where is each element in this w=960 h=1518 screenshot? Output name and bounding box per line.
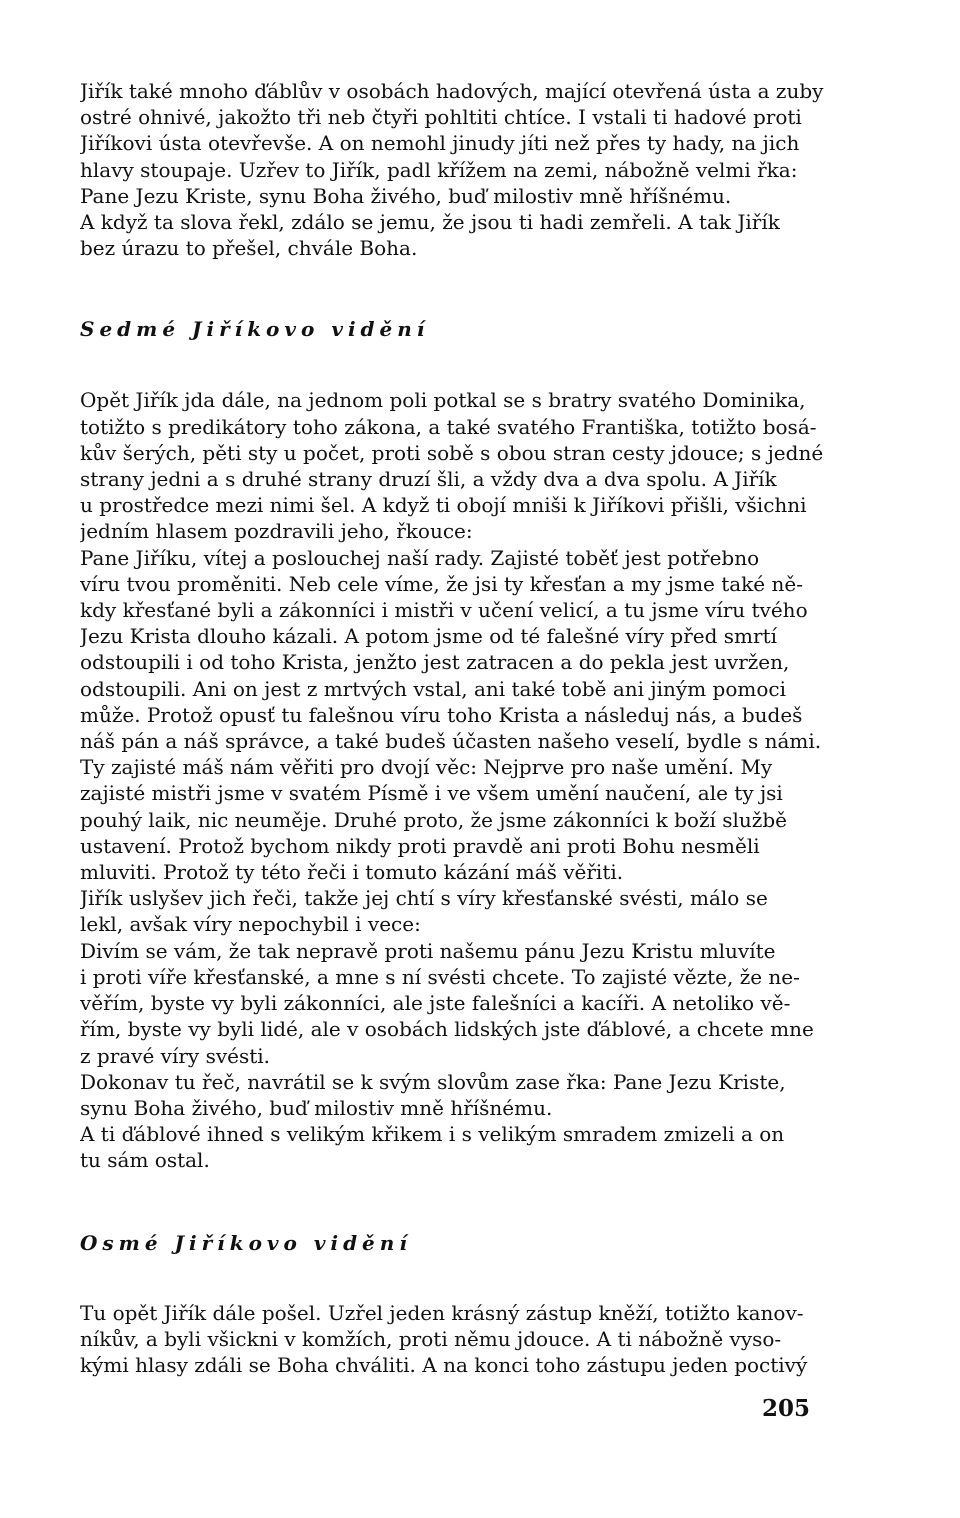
text-line: i proti víře křesťanské, a mne s ní svésti chcete. To zajisté vězte, že ne- xyxy=(80,964,800,989)
text-line: z pravé víry svésti. xyxy=(80,1043,271,1068)
text-line: Divím se vám, že tak nepravě proti našemu pánu Jezu Kristu mluvíte xyxy=(80,938,776,963)
text-line: A když ta slova řekl, zdálo se jemu, že jsou ti hadi zemřeli. A tak Jiřík xyxy=(80,210,780,235)
text-line: Ty zajisté máš nám věřiti pro dvojí věc: Nejprve pro naše umění. My xyxy=(80,755,773,780)
section-heading-eighth-vision: Osmé Jiříkovo vidění xyxy=(80,1230,412,1255)
text-line: Jiřík také mnoho ďáblův v osobách hadových, mající otevřená ústa a zuby xyxy=(80,79,824,103)
text-line: odstoupili. Ani on jest z mrtvých vstal, ani také tobě ani jiným pomoci xyxy=(80,676,786,701)
paragraph-seventh-vision xyxy=(80,387,880,1173)
text-line: tu sám ostal. xyxy=(80,1148,210,1173)
text-line: hlavy stoupaje. Uzřev to Jiřík, padl křížem na zemi, nábožně velmi řka: xyxy=(80,157,798,182)
text-line: Jiřík uslyšev jich řeči, takže jej chtí s víry křesťanské svésti, málo se xyxy=(80,886,768,911)
text-line: níkův, a byli všickni v komžích, proti němu jdouce. A ti nábožně vyso- xyxy=(80,1326,782,1351)
text-line: odstoupili i od toho Krista, jenžto jest zatracen a do pekla jest uvržen, xyxy=(80,650,790,675)
text-line: víru tvou proměniti. Neb cele víme, že jsi ty křesťan a my jsme také ně- xyxy=(80,571,803,596)
text-line: kdy křesťané byli a zákonníci i mistři v učení velicí, a tu jsme víru tvého xyxy=(80,598,808,623)
text-line: u prostředce mezi nimi šel. A když ti obojí mniši k Jiříkovi přišli, všichni xyxy=(80,493,807,518)
text-line: Jiříkovi ústa otevřevše. A on nemohl jinudy jíti než přes ty hady, na jich xyxy=(80,131,800,156)
section-heading-seventh-vision: Sedmé Jiříkovo vidění xyxy=(80,317,430,342)
text-line: lekl, avšak víry nepochybil i vece: xyxy=(80,912,421,937)
text-line: Pane Jezu Kriste, synu Boha živého, buď milostiv mně hříšnému. xyxy=(80,183,732,208)
text-line: totižto s predikátory toho zákona, a také svatého Františka, totižto bosá- xyxy=(80,414,817,439)
text-line: Tu opět Jiřík dále pošel. Uzřel jeden krásný zástup kněží, totižto kanov- xyxy=(80,1300,804,1325)
text-line: řím, byste vy byli lidé, ale v osobách lidských jste ďáblové, a chcete mne xyxy=(80,1017,814,1042)
text-line: pouhý laik, nic neuměje. Druhé proto, že jsme zákonníci k boží službě xyxy=(80,807,787,832)
text-line: ostré ohnivé, jakožto tři neb čtyři pohltiti chtíce. I vstali ti hadové proti xyxy=(80,105,802,130)
text-line: zajisté mistři jsme v svatém Písmě i ve všem umění naučení, ale ty jsi xyxy=(80,781,783,806)
text-line: strany jedni a s druhé strany druzí šli, a vždy dva a dva spolu. A Jiřík xyxy=(80,467,777,492)
paragraph-eighth-vision xyxy=(80,1300,880,1379)
text-line: kův šerých, pěti sty u počet, proti sobě s obou stran cesty jdouce; s jedné xyxy=(80,440,824,465)
text-line: Jezu Krista dlouho kázali. A potom jsme od té falešné víry před smrtí xyxy=(80,624,778,649)
text-line: ustavení. Protož bychom nikdy proti pravdě ani proti Bohu nesměli xyxy=(80,833,760,858)
text-line: jedním hlasem pozdravili jeho, řkouce: xyxy=(80,519,473,544)
text-line: synu Boha živého, buď milostiv mně hříšnému. xyxy=(80,1095,553,1120)
text-line: Pane Jiříku, vítej a poslouchej naší rady. Zajisté toběť jest potřebno xyxy=(80,545,760,570)
page-body xyxy=(80,78,880,1378)
text-line: mluviti. Protož ty této řeči i tomuto kázání máš věřiti. xyxy=(80,860,624,885)
paragraph-serpents xyxy=(80,78,880,261)
text-line: náš pán a náš správce, a také budeš účasten našeho veselí, bydle s námi. xyxy=(80,729,822,754)
text-line: bez úrazu to přešel, chvále Boha. xyxy=(80,236,418,261)
text-line: Opět Jiřík jda dále, na jednom poli potkal se s bratry svatého Dominika, xyxy=(80,388,806,413)
page-number: 205 xyxy=(762,1395,811,1422)
text-line: kými hlasy zdáli se Boha chváliti. A na konci toho zástupu jeden poctivý xyxy=(80,1352,808,1377)
text-line: Dokonav tu řeč, navrátil se k svým slovům zase řka: Pane Jezu Kriste, xyxy=(80,1069,786,1094)
text-line: A ti ďáblové ihned s velikým křikem i s velikým smradem zmizeli a on xyxy=(80,1122,785,1147)
text-line: věřím, byste vy byli zákonníci, ale jste falešníci a kacíři. A netoliko vě- xyxy=(80,991,791,1016)
text-line: může. Protož opusť tu falešnou víru toho Krista a následuj nás, a budeš xyxy=(80,702,803,727)
